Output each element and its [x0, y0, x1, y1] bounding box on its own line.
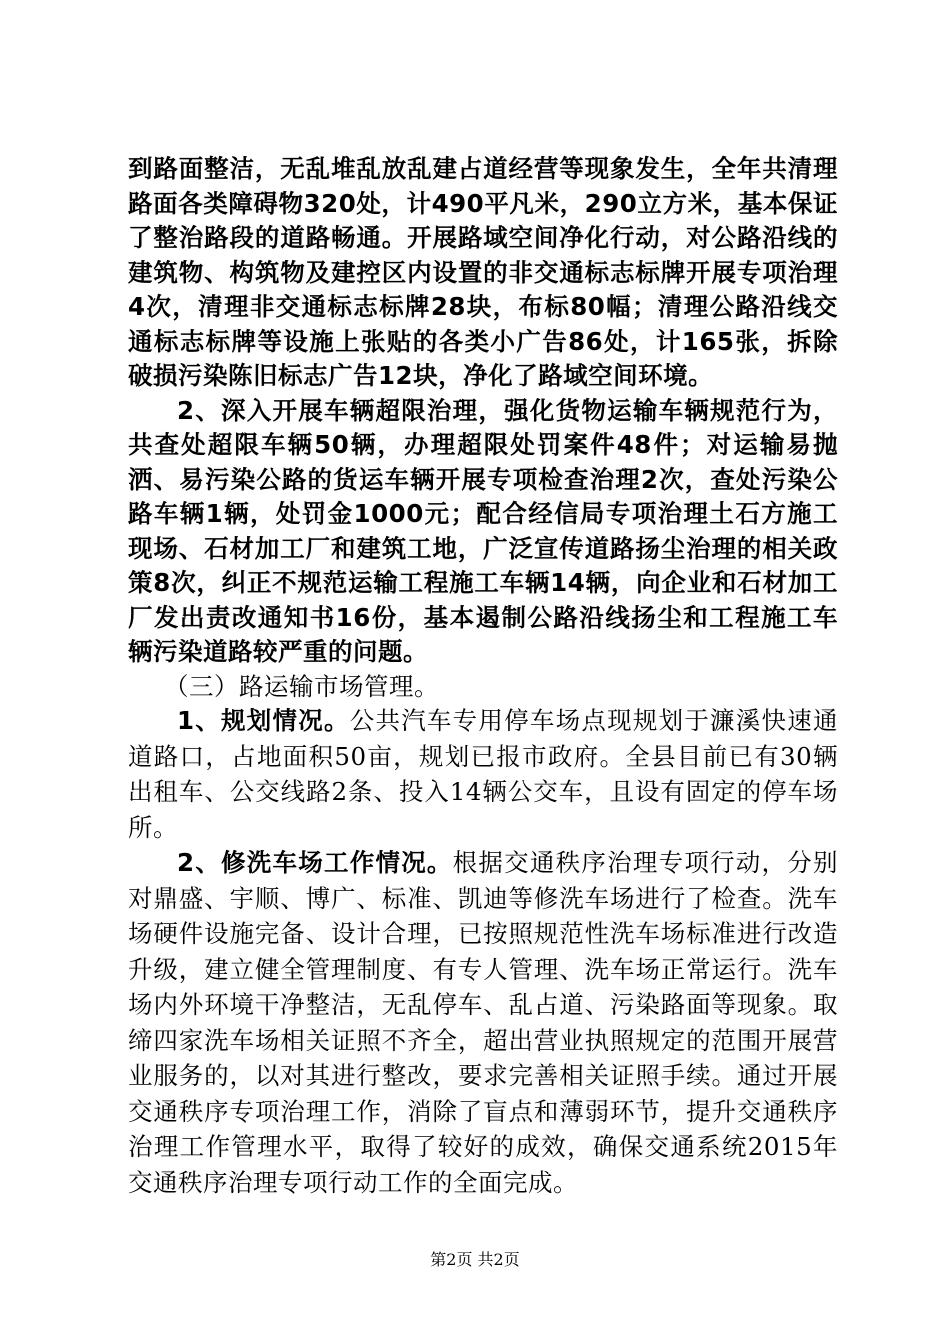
paragraph-planning — [128, 704, 838, 846]
paragraph-road-cleanup: 到路面整洁，无乱堆乱放乱建占道经营等现象发生，全年共清理路面各类障碍物320处，计490平凡米，290立方米，基本保证了整治路段的道路畅通。开展路域空间净化行动，对公路沿线的建筑物、构筑物及建控区内设置的非交通标志标牌开展专项治理4次，清理非交通标志标牌28块，布标80幅；清理公路沿线交通标志标牌等设施上张贴的各类小广告86处，计165张，拆除破损污染陈旧标志广告12块，净化了路域空间环境。 — [128, 154, 838, 390]
paragraph-lead-car-wash: 2、修洗车场工作情况。 — [177, 848, 453, 877]
paragraph-body-car-wash: 根据交通秩序治理专项行动，分别对鼎盛、宇顺、博广、标准、凯迪等修洗车场进行了检查。洗车场硬件设施完备、设计合理，已按照规范性洗车场标准进行改造升级，建立健全管理制度、有专人管理、洗车场正常运行。洗车场内外环境干净整洁，无乱停车、乱占道、污染路面等现象。取缔四家洗车场相关证照不齐全，超出营业执照规定的范围开展营业服务的，以对其进行整改，要求完善相关证照手续。通过开展交通秩序专项治理工作，消除了盲点和薄弱环节，提升交通秩序治理工作管理水平，取得了较好的成效，确保交通系统2015年交通秩序治理专项行动工作的全面完成。 — [128, 848, 839, 1197]
paragraph-body-planning: 公共汽车专用停车场点现规划于濂溪快速通道路口，占地面积50亩，规划已报市政府。全县目前已有30辆出租车、公交线路2条、投入14辆公交车，且设有固定的停车场所。 — [128, 706, 839, 842]
paragraph-car-wash — [128, 846, 838, 1201]
paragraph-lead-planning: 1、规划情况。 — [177, 706, 350, 735]
page-footer: 第2页 共2页 — [430, 1250, 520, 1269]
section-heading-transport-market: （三）路运输市场管理。 — [164, 671, 439, 701]
document-body — [128, 152, 838, 1201]
paragraph-overload-control: 2、深入开展车辆超限治理，强化货物运输车辆规范行为，共查处超限车辆50辆，办理超限处罚案件48件；对运输易抛洒、易污染公路的货运车辆开展专项检查治理2次，查处污染公路车辆1辆，处罚金1000元；配合经信局专项治理土石方施工现场、石材加工厂和建筑工地，广泛宣传道路扬尘治理的相关政策8次，纠正不规范运输工程施工车辆14辆，向企业和石材加工厂发出责改通知书16份，基本遏制公路沿线扬尘和工程施工车辆污染道路较严重的问题。 — [128, 395, 838, 666]
